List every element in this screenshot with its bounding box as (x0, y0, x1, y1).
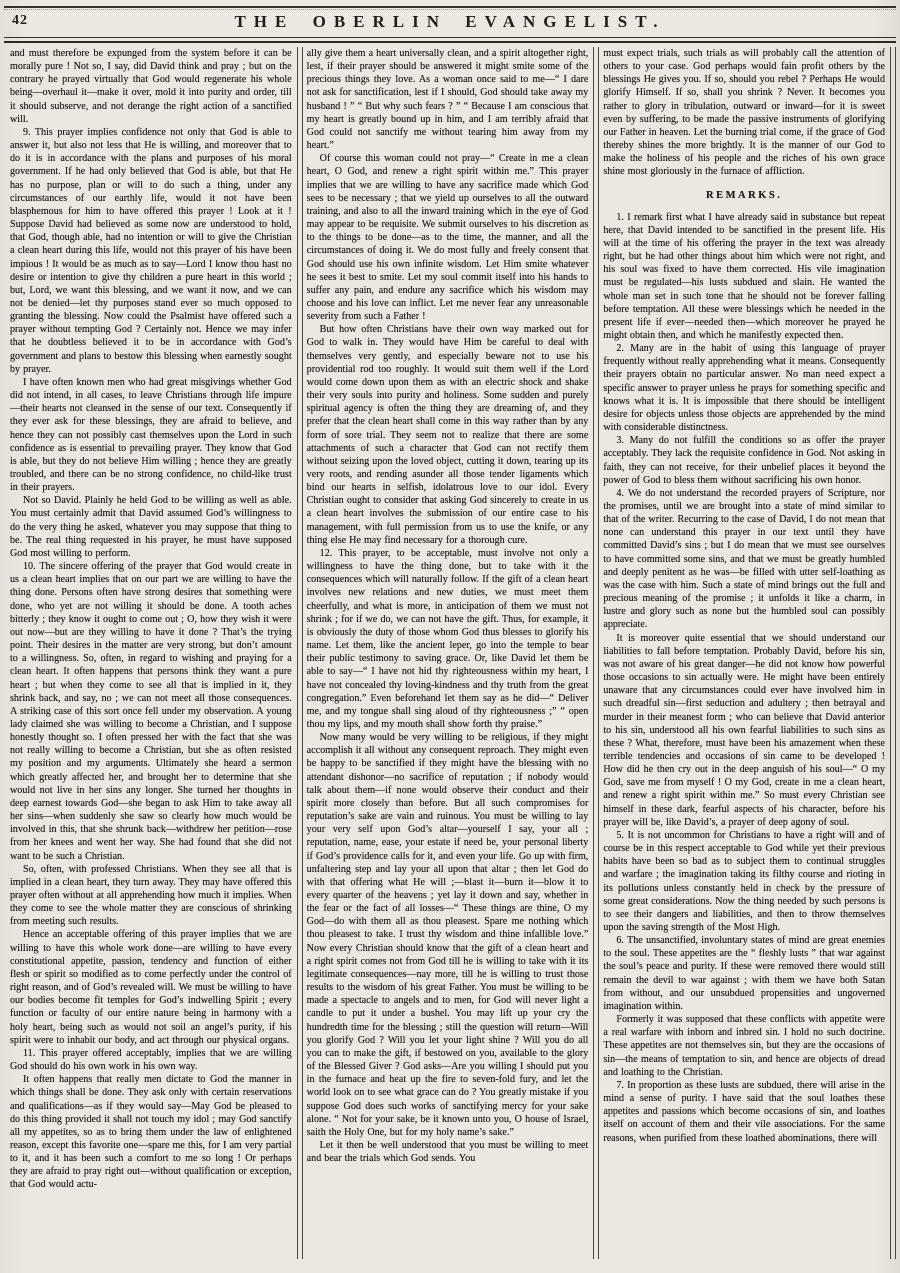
paragraph: But how often Christians have their own way marked out for God to walk in. They would have Him be careful to deal with themselves very gently, and especially beware not to use his providential rod too roughly. It would suit them well if the Lord would come down upon them as with an electric shock and shake their very souls into purity and holiness. Some sudden and purely spiritual agency is often the thing they are dreaming of, and they prefer that the clean heart shall come in this way rather than by any form of sore trial. They seem not to realize that there are some attachments of such a character that God can not rectify them without seizing upon the loved object, cutting it down, tearing up its very roots, and rending asunder all those tender ligaments which bind our hearts in selfish, idolatrous love to our idol. Every Christian ought to consider that asking God sincerely to create in us a clean heart involves the submission of our entire case to his management, with full permission from us to use the knife, or any thing else He may find necessary for a thorough cure. (306, 324, 589, 546)
paragraph: 9. This prayer implies confidence not only that God is able to answer it, but also not less that He is willing, and moreover that to do it is in accordance with the plans and purposes of his moral government. If he had only believed that God is able, but that He has no purpose, plan or will to do such a thing, under any circumstances of our earthly life, would it not have been blasphemous for him to have offered this prayer ! Look at it ! Suppose David had believed as some now are understood to hold, that God, though able, had no intention or will to give the Christian a clean heart during this life, would not this prayer of his have been impious ! It would be as much as to say—Lord I know thou hast no desire or intention to give thy children a pure heart in this world ; but, Lord, we want this blessing, and we want it now, and we can not be denied—let thy purposes stand ever so much opposed to granting the blessing. Now could the Psalmist have offered such a prayer without tempting God ? Certainly not. Hence we may infer that he doubtless believed it to be in accordance with God’s government and plans to bestow this blessing when earnestly sought by prayer. (10, 126, 292, 375)
paragraph: Of course this woman could not pray—“ Create in me a clean heart, O God, and renew a right spirit within me.” This prayer implies that we are willing to have any sacrifice made which God sees to be necessary ; that we yield up ourselves to all the outward training, and also to all the inward training which in the eye of God may appear to be requisite. We submit ourselves to his discretion as to the things to be done—as to the time, the manner, and all the circumstances of doing it. We do most fully and freely consent that God should use his own infinite wisdom. Let Him smite whatever he sees it best to smite. Let my soul commit itself into his hands to suffer any pain, and endure any sacrifice which his wisdom may choose and his love can inflict. Let me never fear any unreasonable severity from such a Father ! (306, 153, 589, 323)
column-3 (599, 47, 890, 1259)
paragraph: Let it then be well understood that you must be willing to meet and bear the trials which God sends. You (306, 1139, 589, 1165)
column-1 (6, 47, 297, 1259)
paragraph: ally give them a heart universally clean, and a spirit altogether right, lest, if their prayer should be answered it might smite some of the precious things they love. As a woman once said to me—“ I dare not ask for sanctification, lest if I should, God should take away my husband ! ” “ But why such fears ? ” “ Because I am conscious that my heart is greatly bound up in him, and I am terribly afraid that God could not sanctify me without tearing him away from my heart.” (306, 48, 589, 152)
page-edge-rule (890, 47, 896, 1259)
paragraph: 1. I remark first what I have already said in substance but repeat here, that David intended to be sanctified in the present life. His will at the time of his offering the prayer in the text was already right, but he had other things about him which were not right, and his soul was fixed to have them corrected. His vile imagination must be regulated—his lusts subdued and slain. He wanted the whole man set in such tone that he should not be forever falling before temptation. All these were blessings which he needed in the present life if ever—needed then—which moreover he prayed he might obtain then, and which he manifestly expected then. (603, 211, 886, 341)
paragraph: It is moreover quite essential that we should understand our liabilities to fall before temptation. Probably David, before his sin, was not aware of his great danger—he did not know how powerful those occasions to sin actually were. He might have been entirely unaware that any circumstances could ever have involved him in such dreadful sin—first seduction and adultery ; then betrayal and murder in their meanest form ; who can believe that David anterior to his sin, understood all his own fearful liabilities to such sins as these ? What, therefore, must have been his amazement when these terrible tendencies and occasions of sin came to be developed ! How did he then cry out in the deep anguish of his soul—“ O my God, save me from myself ! O my God, create in me a clean heart, and renew a right spirit within me.” So must every Christian see himself in these dark, fearful aspects of his character, before his prayer will be, like David’s, a prayer of deep agony of soul. (603, 632, 886, 828)
paragraph: 4. We do not understand the recorded prayers of Scripture, nor the promises, until we are brought into a state of mind similar to that of the writer. Recurring to the case of David, I do not mean that none can understand this prayer in our text until they have committed David’s sins ; but I do mean that we must see ourselves to have committed some sins, and that we must be greatly humbled and deeply penitent as he was—be filled with utter self-loathing as was the case with him. Such a state of mind brings out the full and precious meaning of the promise ; it unfolds it like a charm, in lustre and glory such as none but the humbled soul can possibly appreciate. (603, 487, 886, 631)
paragraph: So, often, with professed Christians. When they see all that is implied in a clean heart, they turn away. They may have offered this prayer often without at all apprehending how much it implies. When they come to see the whole matter they are conscious of shrinking from meeting such results. (10, 863, 292, 928)
paragraph: Formerly it was supposed that these conflicts with appetite were a real warfare with inborn and inbred sin. I hold no such doctrine. These appetites are not themselves sin, but they are the occasions of sin—the means of temptation to sin, and hence are objects of dread and loathing to the Christian. (603, 1014, 886, 1078)
section-heading: REMARKS. (706, 189, 783, 201)
masthead-title: THE OBERLIN EVANGELIST. (234, 12, 666, 31)
masthead-rule (4, 37, 896, 43)
paragraph: 3. Many do not fulfill the conditions so as offer the prayer acceptably. They lack the requisite confidence in God. Not asking in faith, they can not receive, for their unbelief places it beyond the power of God to bless them without sacrificing his own honor. (603, 435, 886, 486)
paragraph: Hence an acceptable offering of this prayer implies that we are willing to have this whole work done—are willing to have every constitutional appetite, passion, tendency and function of either flesh or spirit so modified as to come perfectly under the control of right reason, and of God’s revealed will. We must be willing to have our bodies become fit temples for God’s indwelling Spirit ; every function or faculty of our entire nature being in harmony with a holy heart, being such as would not soil an angel’s purity, if his spirit were to inhabit our body, and act through our physical organs. (10, 929, 292, 1046)
paragraph: I have often known men who had great misgivings whether God did not intend, in all cases, to leave Christians through life impure—their hearts not cleansed in the sense of our text. Consequently if they ever ask for these blessings, they are afraid to believe, and hence they can not possibly cast themselves upon the Lord in such confidence as is essential to prevailing prayer. They know that God is able, but they do not believe Him willing ; hence they are greatly troubled, and there can be no strong confidence, no child-like trust in their prayers. (10, 376, 292, 494)
top-rule (4, 6, 896, 8)
paragraph: and must therefore be expunged from the system before it can be morally pure ! Not so, I say, did David think and pray ; but on the contrary he prayed virtually that God would regenerate his whole being—overhaul it—make it over, mold it into purity and order, till it should subserve, and not derange the right action of a sanctified will. (10, 48, 292, 125)
paragraph: must expect trials, such trials as will probably call the attention of others to your case. God perhaps would fain profit others by the blessings He gives you. If so, should you rebel ? Perhaps He would glorify Himself. If so, shall you shrink ? Never. It becomes you rather to glory in tribulation, outward or inward—for it is sweet even by suffering, to be made the passive instruments of glorifying our Father in heaven. Let the burning trial come, if the grace of God thereby shines the more brightly. It is the manner of our God to make the holiness of his people and the riches of his own grace shine most gloriously in the furnace of affliction. (603, 48, 886, 178)
paragraph: 10. The sincere offering of the prayer that God would create in us a clean heart implies that on our part we are willing to have the thing done. Persons often have strong desires that something were done, who yet are not willing it should be done. A tooth aches bitterly ; they know it ought to come out ; O, how they wish it were out now—but are they willing to have it done ? That’s the trying point. Their desires in the matter are very strong, but don’t amount to a willingness. So, often, in regard to wishing and praying for a clean heart. It often happens that persons think they want a pure heart ; but when they come to see all that is implied in it, they shrink back, and say, no ; we can not meet all those consequences. A striking case of this sort once fell under my observation. A young lady claimed she was willing to become a Christian, and I suppose honestly thought so. I often pressed her with the fact that she was not really willing to become a Christian, but she as often resisted my position and my arguments. Ultimately she heard a sermon which greatly affected her, and brought her to determine that she would not live in her sins any longer. She turned her thoughts in deep earnest towards God—she began to ask Him to take away all her sins—when suddenly she saw so clearly how much would be involved in this, that she shrunk back—withdrew her petition—rose from her knees and went her way. She had found that she did not want to be such a Christian. (10, 561, 292, 862)
paragraph: 5. It is not uncommon for Christians to have a right will and of course be in this respect acceptable to God while yet their previous habits have been so bad as to subject them to continual struggles and warfare ; the imagination taking its filthy course and rioting in its pollutions unless constantly held in check by the pressure of some great considerations. Now the thing needed by such persons is to see their dangers and liabilities, and then to throw themselves upon the saving strength of the Most High. (603, 829, 886, 933)
column-layout (6, 47, 896, 1259)
paragraph: 7. In proportion as these lusts are subdued, there will arise in the mind a sense of purity. I have said that the soul loathes these appetites and passions which become occasions of sin, and loathes itself on account of them and their vile associations. For the same reasons, when purified from these loathed abominations, there will (603, 1079, 886, 1144)
paragraph: It often happens that really men dictate to God the manner in which things shall be done. They ask only with certain reservations and qualifications—as if they would say—May God be pleased to do this thing provided it shall not touch my idol ; may God sanctify all my appetites, so as to bring them under the law of enlightened reason, except this favorite one—spare me this, for I am very partial to it, and it has been such a comfort to me so long ! Or perhaps they are afraid to pray right out—without qualification or exception, that God would actu- (10, 1074, 292, 1191)
paragraph: 6. The unsanctified, involuntary states of mind are great enemies to the soul. These appetites are the “ fleshly lusts ” that war against the soul’s peace and purity. If these were removed there would still remain the devil to war against ; with them we have both Satan from without, and our unsubdued propensities and ungoverned imagination within. (603, 935, 886, 1012)
paragraph: 2. Many are in the habit of using this language of prayer frequently without really apprehending what it means. Consequently their prayers obtain no particular answer. No man need expect a specific answer to prayer unless he prays for something specific and knows what it is. It is impossible that there should be intelligent desire for objects unless those objects are apprehended by the mind with considerable distinctness. (603, 343, 886, 434)
paragraph: Not so David. Plainly he held God to be willing as well as able. You must certainly admit that David assumed God’s willingness to do the very thing he asked, whatever you may suppose that thing to be. The real thing requested in his prayer, he must have supposed God most willing to perform. (10, 495, 292, 559)
paragraph: 11. This prayer offered acceptably, implies that we are willing God should do his own work in his own way. (10, 1047, 292, 1073)
page-number: 42 (12, 13, 28, 28)
paragraph: 12. This prayer, to be acceptable, must involve not only a willingness to have the thing done, but to take with it the consequences which will naturally follow. If the gift of a clean heart involves new relations and new duties, we must meet them cheerfully, and what is more, in anticipation of them we must not shrink ; for if we do, we can not have the gift. Thus, for example, it is obviously the duty of those whom God thus blesses to glorify his name. Let them, like the ancient leper, go into the temple to bear their public testimony to saving grace. Or, like David let them be able to say—“ I have not hid thy righteousness within my heart, I have not concealed thy loving-kindness and thy truth from the great congregation.” Even beforehand let them say as he did—“ Deliver me, and my tongue shall sing aloud of thy righteousness ;” “ open thou my lips, and my mouth shall show forth thy praise.” (306, 547, 589, 730)
column-2 (303, 47, 594, 1259)
paragraph: Now many would be very willing to be religious, if they might accomplish it all without any consequent reproach. They might even be happy to be sanctified if they might have the blessing with no attendant dishonor—no sacrifice of reputation ; if nobody would talk about them—if none would observe their conduct and their spirit more closely than before. But all such compromises for reputation’s sake are vain and ruinous. You must be willing to lay your very self upon God’s altar—yourself I say, your all ; reputation, name, ease, your estate if need be, your personal liberty if God’s providence calls for it, and even your life. Go up with firm, unfaltering step and lay your all upon that altar ; then let God do with that offering what He will ;—blast it—burn it—blow it to every quarter of the heavens ; yet lay it down and say, whether in the fear or the fact of all losses—“ These things are thine, O my God—do with them all as thou pleasest. Spare me nothing which thou pleasest to take. I trust thy wisdom and thine infallible love.” Now every Christian should know that the gift of a clean heart and a right spirit comes not from God till he is willing to take with it its legitimate consequences—nay more, till he is willing to trust those results to the wisdom of his great Father. You must be willing to be made a spectacle to angels and to men, for God will never light a candle to put it under a bushel. You may lift up your cry the hundredth time for the blessing ; still the question will return—Will you glorify God ? Will you let your light shine ? Will you do all you can to make the gift, if bestowed on you, available to the glory of the Blessed Giver ? God asks—Are you willing I should put you in the furnace and heat up the fire to seven-fold fury, and let the world look on to see what grace can do ? You greatly mistake if you suppose God does such works of sanctifying mercy for your sake alone. “ Not for your sake, be it known unto you, O house of Israel, saith the Holy One, but for my holy name’s sake.” (306, 732, 589, 1138)
